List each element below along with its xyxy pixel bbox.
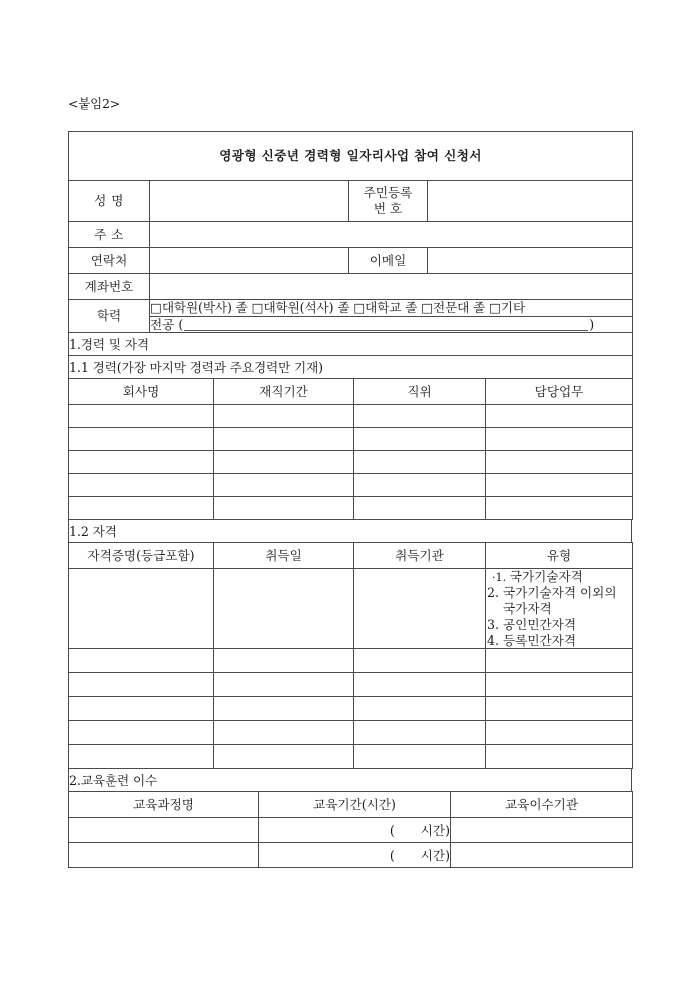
qual-cell-date[interactable] — [214, 697, 354, 721]
training-cell-institution[interactable] — [451, 843, 633, 868]
address-row — [69, 222, 633, 248]
qual-cell-issuer[interactable] — [354, 569, 486, 649]
email-field[interactable] — [428, 248, 633, 274]
qualification-type-list — [486, 569, 633, 649]
checkbox-phd-icon[interactable]: □ — [150, 300, 162, 315]
career-cell-period[interactable] — [214, 405, 354, 428]
table-row — [69, 818, 633, 843]
education-option-masters-label: 대학원(석사) 졸 — [263, 300, 350, 315]
career-header-row — [69, 379, 633, 405]
career-cell-position[interactable] — [354, 474, 486, 497]
checkbox-university-icon[interactable]: □ — [353, 300, 366, 315]
education-options — [150, 300, 633, 317]
education-option-college-label: 전문대 졸 — [433, 300, 486, 315]
attachment-tag: <붙임2> — [68, 96, 121, 111]
career-col-position: 직위 — [354, 379, 486, 405]
qualification-type-row — [69, 569, 633, 649]
career-heading-row — [69, 356, 633, 379]
education-option-phd-label: 대학원(박사) 졸 — [161, 300, 248, 315]
training-col-period: 교육기간(시간) — [259, 792, 451, 818]
qual-cell-issuer[interactable] — [354, 673, 486, 697]
education-option-phd[interactable] — [150, 300, 248, 315]
account-field[interactable] — [150, 274, 633, 300]
education-option-other-label: 기타 — [500, 300, 526, 315]
table-row — [69, 745, 633, 769]
resident-number-label-line2: 번 호 — [373, 201, 403, 216]
major-input[interactable] — [184, 319, 588, 331]
qual-cell-date[interactable] — [214, 745, 354, 769]
table-row — [69, 405, 633, 428]
qual-cell-issuer[interactable] — [354, 721, 486, 745]
account-row — [69, 274, 633, 300]
career-cell-company[interactable] — [69, 451, 214, 474]
career-cell-duties[interactable] — [486, 497, 633, 520]
qualification-header-row — [69, 543, 633, 569]
qual-cell-issuer[interactable] — [354, 745, 486, 769]
qual-cell-certificate[interactable] — [69, 673, 214, 697]
education-major-row — [69, 316, 633, 333]
training-cell-course[interactable] — [69, 843, 259, 868]
name-label: 성 명 — [69, 181, 150, 222]
table-row — [69, 843, 633, 868]
education-label: 학력 — [69, 300, 150, 333]
training-period-open-paren: ( — [389, 847, 395, 863]
title-row — [69, 132, 633, 181]
section1-heading: 1.경력 및 자격 — [69, 333, 633, 356]
qual-cell-certificate[interactable] — [69, 697, 214, 721]
name-row — [69, 181, 633, 222]
training-cell-course[interactable] — [69, 818, 259, 843]
career-cell-position[interactable] — [354, 451, 486, 474]
checkbox-other-icon[interactable]: □ — [489, 300, 501, 315]
checkbox-masters-icon[interactable]: □ — [251, 300, 264, 315]
career-cell-duties[interactable] — [486, 405, 633, 428]
address-field[interactable] — [150, 222, 633, 248]
resident-number-label-line1: 주민등록 — [363, 185, 413, 201]
career-cell-company[interactable] — [69, 497, 214, 520]
major-label: 전공 ( — [150, 316, 184, 332]
career-cell-period[interactable] — [214, 474, 354, 497]
career-cell-position[interactable] — [354, 428, 486, 451]
qual-cell-type[interactable] — [486, 649, 633, 673]
education-options-row — [69, 300, 633, 317]
training-col-course: 교육과정명 — [69, 792, 259, 818]
resident-number-field[interactable] — [428, 181, 633, 222]
qual-cell-date[interactable] — [214, 721, 354, 745]
qualification-heading: 1.2 자격 — [69, 520, 632, 543]
form-table — [68, 131, 633, 379]
career-col-company: 회사명 — [69, 379, 214, 405]
account-label: 계좌번호 — [69, 274, 150, 300]
training-col-institution: 교육이수기관 — [451, 792, 633, 818]
education-option-university-label: 대학교 졸 — [365, 300, 418, 315]
career-cell-company[interactable] — [69, 428, 214, 451]
page-title: 영광형 신중년 경력형 일자리사업 참여 신청서 — [69, 132, 633, 181]
training-header-row — [69, 792, 633, 818]
section2-heading-row — [69, 769, 632, 792]
qual-cell-type[interactable] — [486, 721, 633, 745]
table-row — [69, 673, 633, 697]
qual-cell-issuer[interactable] — [354, 697, 486, 721]
qual-type-item-1[interactable]: ·1. 국가기술자격 — [503, 569, 632, 585]
career-cell-company[interactable] — [69, 405, 214, 428]
training-period-unit: 시간) — [420, 847, 450, 863]
qualification-heading-table — [68, 519, 632, 543]
career-cell-period[interactable] — [214, 451, 354, 474]
career-cell-position[interactable] — [354, 497, 486, 520]
qual-cell-type[interactable] — [486, 745, 633, 769]
contact-row — [69, 248, 633, 274]
qual-type-item-3[interactable]: 3. 공인민간자격 — [503, 617, 632, 633]
education-option-other[interactable] — [489, 300, 525, 315]
career-cell-position[interactable] — [354, 405, 486, 428]
qual-cell-certificate[interactable] — [69, 649, 214, 673]
qual-col-type: 유형 — [486, 543, 633, 569]
qual-type-item-4[interactable]: 4. 등록민간자격 — [503, 633, 632, 649]
email-label: 이메일 — [349, 248, 428, 274]
section1-heading-row — [69, 333, 633, 356]
qualification-heading-row — [69, 520, 632, 543]
qual-cell-issuer[interactable] — [354, 649, 486, 673]
table-row — [69, 721, 633, 745]
training-table — [68, 791, 633, 868]
career-table — [68, 378, 633, 520]
career-col-period: 재직기간 — [214, 379, 354, 405]
section2-heading-table — [68, 768, 632, 792]
major-suffix: ) — [589, 316, 595, 332]
table-row — [69, 697, 633, 721]
qual-cell-date[interactable] — [214, 569, 354, 649]
training-cell-period[interactable] — [259, 843, 451, 868]
contact-field[interactable] — [150, 248, 349, 274]
qual-col-issuer: 취득기관 — [354, 543, 486, 569]
checkbox-college-icon[interactable]: □ — [421, 300, 434, 315]
education-option-college[interactable] — [421, 300, 485, 315]
major-field-container[interactable] — [150, 316, 633, 333]
career-cell-company[interactable] — [69, 474, 214, 497]
contact-label: 연락처 — [69, 248, 150, 274]
table-row — [69, 497, 633, 520]
career-heading: 1.1 경력(가장 마지막 경력과 주요경력만 기재) — [69, 356, 633, 379]
qualification-type-options — [486, 569, 632, 648]
table-row — [69, 649, 633, 673]
qual-cell-certificate[interactable] — [69, 721, 214, 745]
qual-cell-certificate[interactable] — [69, 745, 214, 769]
table-row — [69, 428, 633, 451]
qualification-table — [68, 542, 633, 769]
table-row — [69, 474, 633, 497]
education-option-masters[interactable] — [252, 300, 350, 315]
resident-number-label — [349, 181, 428, 222]
career-cell-duties[interactable] — [486, 428, 633, 451]
qual-cell-date[interactable] — [214, 649, 354, 673]
qual-cell-certificate[interactable] — [69, 569, 214, 649]
qual-type-item-2[interactable]: 2. 국가기술자격 이외의 국가자격 — [503, 585, 632, 616]
qual-col-certificate: 자격증명(등급포함) — [69, 543, 214, 569]
training-cell-period[interactable] — [259, 818, 451, 843]
qual-col-date: 취득일 — [214, 543, 354, 569]
training-period-open-paren: ( — [389, 822, 395, 838]
section2-heading: 2.교육훈련 이수 — [69, 769, 632, 792]
qual-cell-type[interactable] — [486, 673, 633, 697]
career-col-duties: 담당업무 — [486, 379, 633, 405]
qual-cell-date[interactable] — [214, 673, 354, 697]
application-form — [68, 131, 632, 868]
training-period-unit: 시간) — [420, 822, 450, 838]
education-option-university[interactable] — [353, 300, 417, 315]
qual-cell-type[interactable] — [486, 697, 633, 721]
career-cell-period[interactable] — [214, 428, 354, 451]
name-field[interactable] — [150, 181, 349, 222]
address-label: 주 소 — [69, 222, 150, 248]
career-cell-period[interactable] — [214, 497, 354, 520]
career-cell-duties[interactable] — [486, 451, 633, 474]
table-row — [69, 451, 633, 474]
career-cell-duties[interactable] — [486, 474, 633, 497]
training-cell-institution[interactable] — [451, 818, 633, 843]
